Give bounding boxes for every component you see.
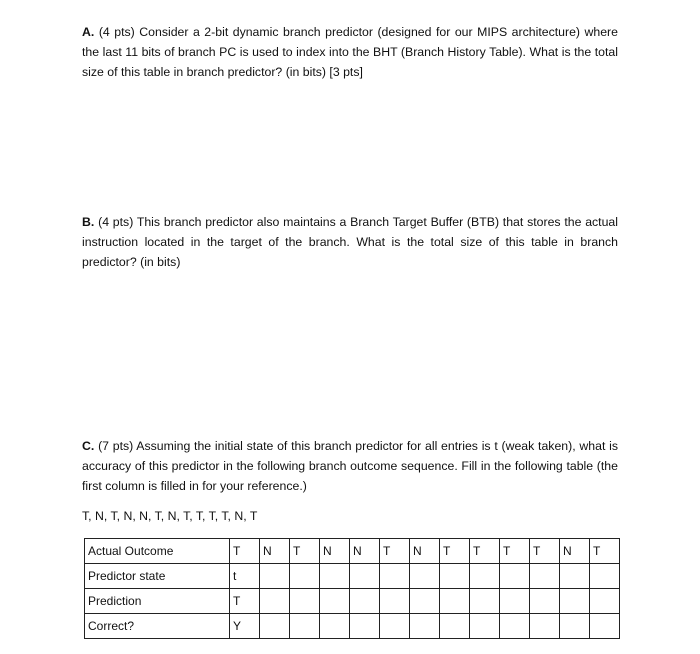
table-cell — [530, 564, 560, 589]
table-cell — [320, 614, 350, 639]
table-row — [85, 614, 620, 639]
table-cell: T — [530, 539, 560, 564]
table-row — [85, 589, 620, 614]
table-cell — [440, 564, 470, 589]
table-cell: T — [230, 589, 260, 614]
table-cell — [410, 589, 440, 614]
table-cell — [440, 589, 470, 614]
predictor-table — [84, 538, 620, 639]
table-cell — [290, 614, 320, 639]
table-cell — [470, 614, 500, 639]
table-cell — [380, 589, 410, 614]
table-cell: T — [380, 539, 410, 564]
table-cell — [530, 614, 560, 639]
table-cell — [380, 614, 410, 639]
table-cell: T — [470, 539, 500, 564]
question-a — [82, 22, 618, 82]
table-cell — [290, 564, 320, 589]
table-cell — [320, 564, 350, 589]
question-b — [82, 212, 618, 272]
table-row — [85, 564, 620, 589]
table-cell — [380, 564, 410, 589]
table-cell: N — [260, 539, 290, 564]
table-cell — [560, 614, 590, 639]
table-cell: T — [500, 539, 530, 564]
table-cell: T — [290, 539, 320, 564]
table-cell — [320, 589, 350, 614]
table-cell — [440, 614, 470, 639]
table-cell — [500, 614, 530, 639]
predictor-table-body — [85, 539, 620, 639]
table-cell: t — [230, 564, 260, 589]
table-cell — [560, 589, 590, 614]
table-cell: N — [320, 539, 350, 564]
row-label: Prediction — [85, 589, 230, 614]
table-cell: T — [440, 539, 470, 564]
question-a-text: (4 pts) Consider a 2-bit dynamic branch predictor (designed for our MIPS architecture) where the last 11 bits of branch PC is used to index into the BHT (Branch History Table). What is the total size of this table in branch predictor? (in bits) [3 pts] — [82, 25, 618, 79]
table-cell: T — [590, 539, 620, 564]
question-c — [82, 436, 618, 496]
row-label: Actual Outcome — [85, 539, 230, 564]
table-cell — [350, 589, 380, 614]
question-b-label: B. — [82, 215, 95, 229]
table-cell — [260, 564, 290, 589]
table-cell — [350, 564, 380, 589]
table-row — [85, 539, 620, 564]
table-cell: T — [230, 539, 260, 564]
table-cell: N — [560, 539, 590, 564]
table-cell — [500, 589, 530, 614]
table-cell — [350, 614, 380, 639]
table-cell — [410, 614, 440, 639]
row-label: Predictor state — [85, 564, 230, 589]
question-c-text: (7 pts) Assuming the initial state of this branch predictor for all entries is t (weak taken), what is accuracy of this predictor in the following branch outcome sequence. Fill in the following table (the first column is filled in for your reference.) — [82, 439, 618, 493]
table-cell — [470, 589, 500, 614]
table-cell — [260, 589, 290, 614]
table-cell: Y — [230, 614, 260, 639]
table-cell — [590, 614, 620, 639]
table-cell — [260, 614, 290, 639]
table-cell — [530, 589, 560, 614]
table-cell — [560, 564, 590, 589]
table-cell — [410, 564, 440, 589]
table-cell: N — [410, 539, 440, 564]
table-cell — [500, 564, 530, 589]
table-cell — [590, 589, 620, 614]
branch-outcome-sequence: T, N, T, N, N, T, N, T, T, T, T, N, T — [82, 509, 258, 523]
question-a-label: A. — [82, 25, 95, 39]
table-cell — [290, 589, 320, 614]
row-label: Correct? — [85, 614, 230, 639]
table-cell — [470, 564, 500, 589]
table-cell — [590, 564, 620, 589]
question-b-text: (4 pts) This branch predictor also maintains a Branch Target Buffer (BTB) that stores the actual instruction located in the target of the branch. What is the total size of this table in branch predictor? (in bits) — [82, 215, 619, 269]
table-cell: N — [350, 539, 380, 564]
question-c-label: C. — [82, 439, 95, 453]
